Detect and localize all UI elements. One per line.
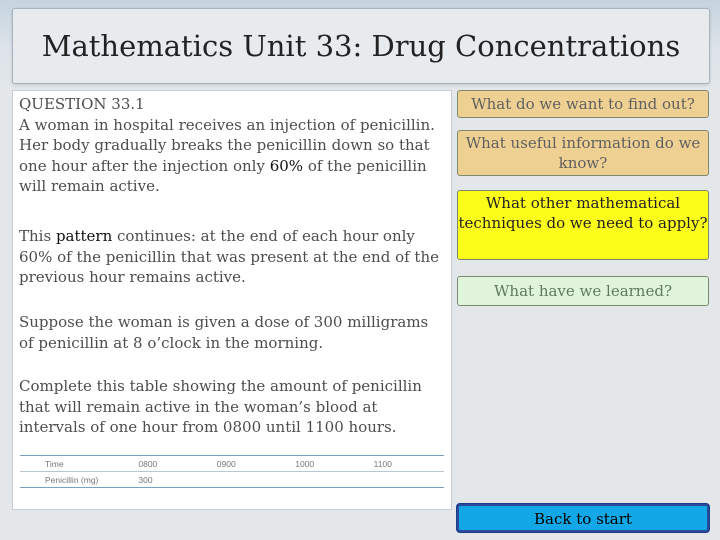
back-to-start-button[interactable]: Back to start — [457, 504, 709, 532]
question-pattern-paragraph — [19, 226, 447, 288]
question-task-paragraph: Complete this table showing the amount of penicillin that will remain active in the woman’s blood at intervals of one hour from 0800 until 1100 hours. — [19, 377, 422, 436]
highlight-percent: 60% — [269, 156, 304, 175]
useful-information-button[interactable]: What useful information do we know? — [457, 130, 709, 176]
table-header-cell: Time — [20, 456, 130, 472]
question-p2-end: continues: at the end of each hour only 60% of the penicillin that was present at the end of the previous hour remains active. — [19, 227, 439, 286]
find-out-button[interactable]: What do we want to find out? — [457, 90, 709, 118]
question-p1-start: A woman in hospital receives an injection of penicillin. Her body gradually breaks the penicillin down so that one hour after the injection only — [19, 115, 435, 175]
table-cell: 300 — [130, 472, 208, 488]
question-panel — [12, 90, 452, 510]
question-text — [19, 94, 447, 197]
table-cell: Penicillin (mg) — [20, 472, 130, 488]
table-cell[interactable] — [209, 472, 287, 488]
question-p2-start: This — [19, 227, 56, 245]
title-box — [12, 8, 710, 84]
highlight-pattern: pattern — [55, 227, 113, 245]
question-heading: QUESTION 33.1 — [19, 95, 145, 113]
learned-button[interactable]: What have we learned? — [457, 276, 709, 306]
question-p1-end: of the penicillin will remain active. — [19, 156, 427, 195]
table-row — [20, 472, 444, 488]
question-dose-paragraph: Suppose the woman is given a dose of 300 milligrams of penicillin at 8 o’clock in the morning. — [19, 313, 429, 352]
table-header-cell: 0800 — [130, 456, 208, 472]
table-header-cell: 1000 — [287, 456, 365, 472]
table-header-cell: 1100 — [366, 456, 444, 472]
table-header-row — [20, 456, 444, 472]
table-cell[interactable] — [366, 472, 444, 488]
page-title: Mathematics Unit 33: Drug Concentrations — [41, 29, 681, 63]
table-header-cell: 0900 — [209, 456, 287, 472]
techniques-button[interactable]: What other mathematical techniques do we need to apply? — [457, 190, 709, 260]
table-cell[interactable] — [287, 472, 365, 488]
penicillin-table — [20, 455, 444, 488]
